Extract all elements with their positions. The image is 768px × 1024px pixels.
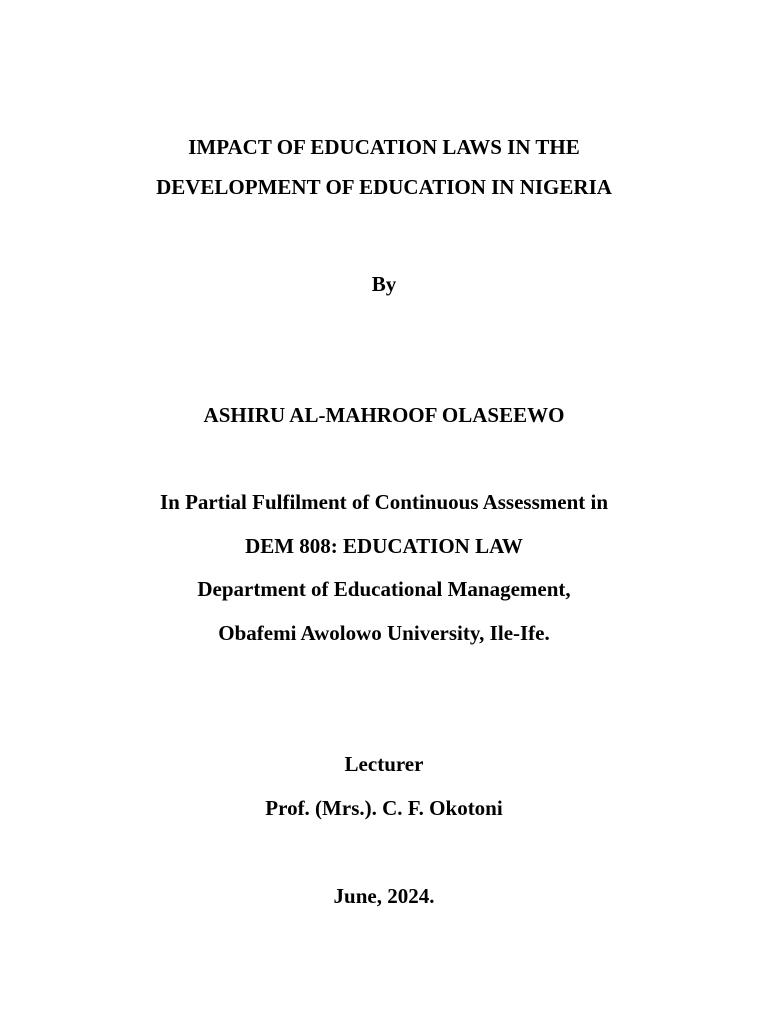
university: Obafemi Awolowo University, Ile-Ife.: [218, 621, 550, 645]
lecturer-label: Lecturer: [344, 752, 424, 776]
lecturer-name: Prof. (Mrs.). C. F. Okotoni: [265, 796, 503, 820]
author-name: ASHIRU AL-MAHROOF OLASEEWO: [203, 403, 565, 427]
title-line-1: IMPACT OF EDUCATION LAWS IN THE: [188, 135, 580, 159]
department: Department of Educational Management,: [197, 577, 571, 601]
course-code: DEM 808: EDUCATION LAW: [245, 534, 523, 558]
title-line-2: DEVELOPMENT OF EDUCATION IN NIGERIA: [156, 175, 612, 199]
by-label: By: [371, 272, 397, 296]
submission-date: June, 2024.: [333, 884, 435, 908]
submission-line-1: In Partial Fulfilment of Continuous Assessment in: [159, 490, 609, 514]
